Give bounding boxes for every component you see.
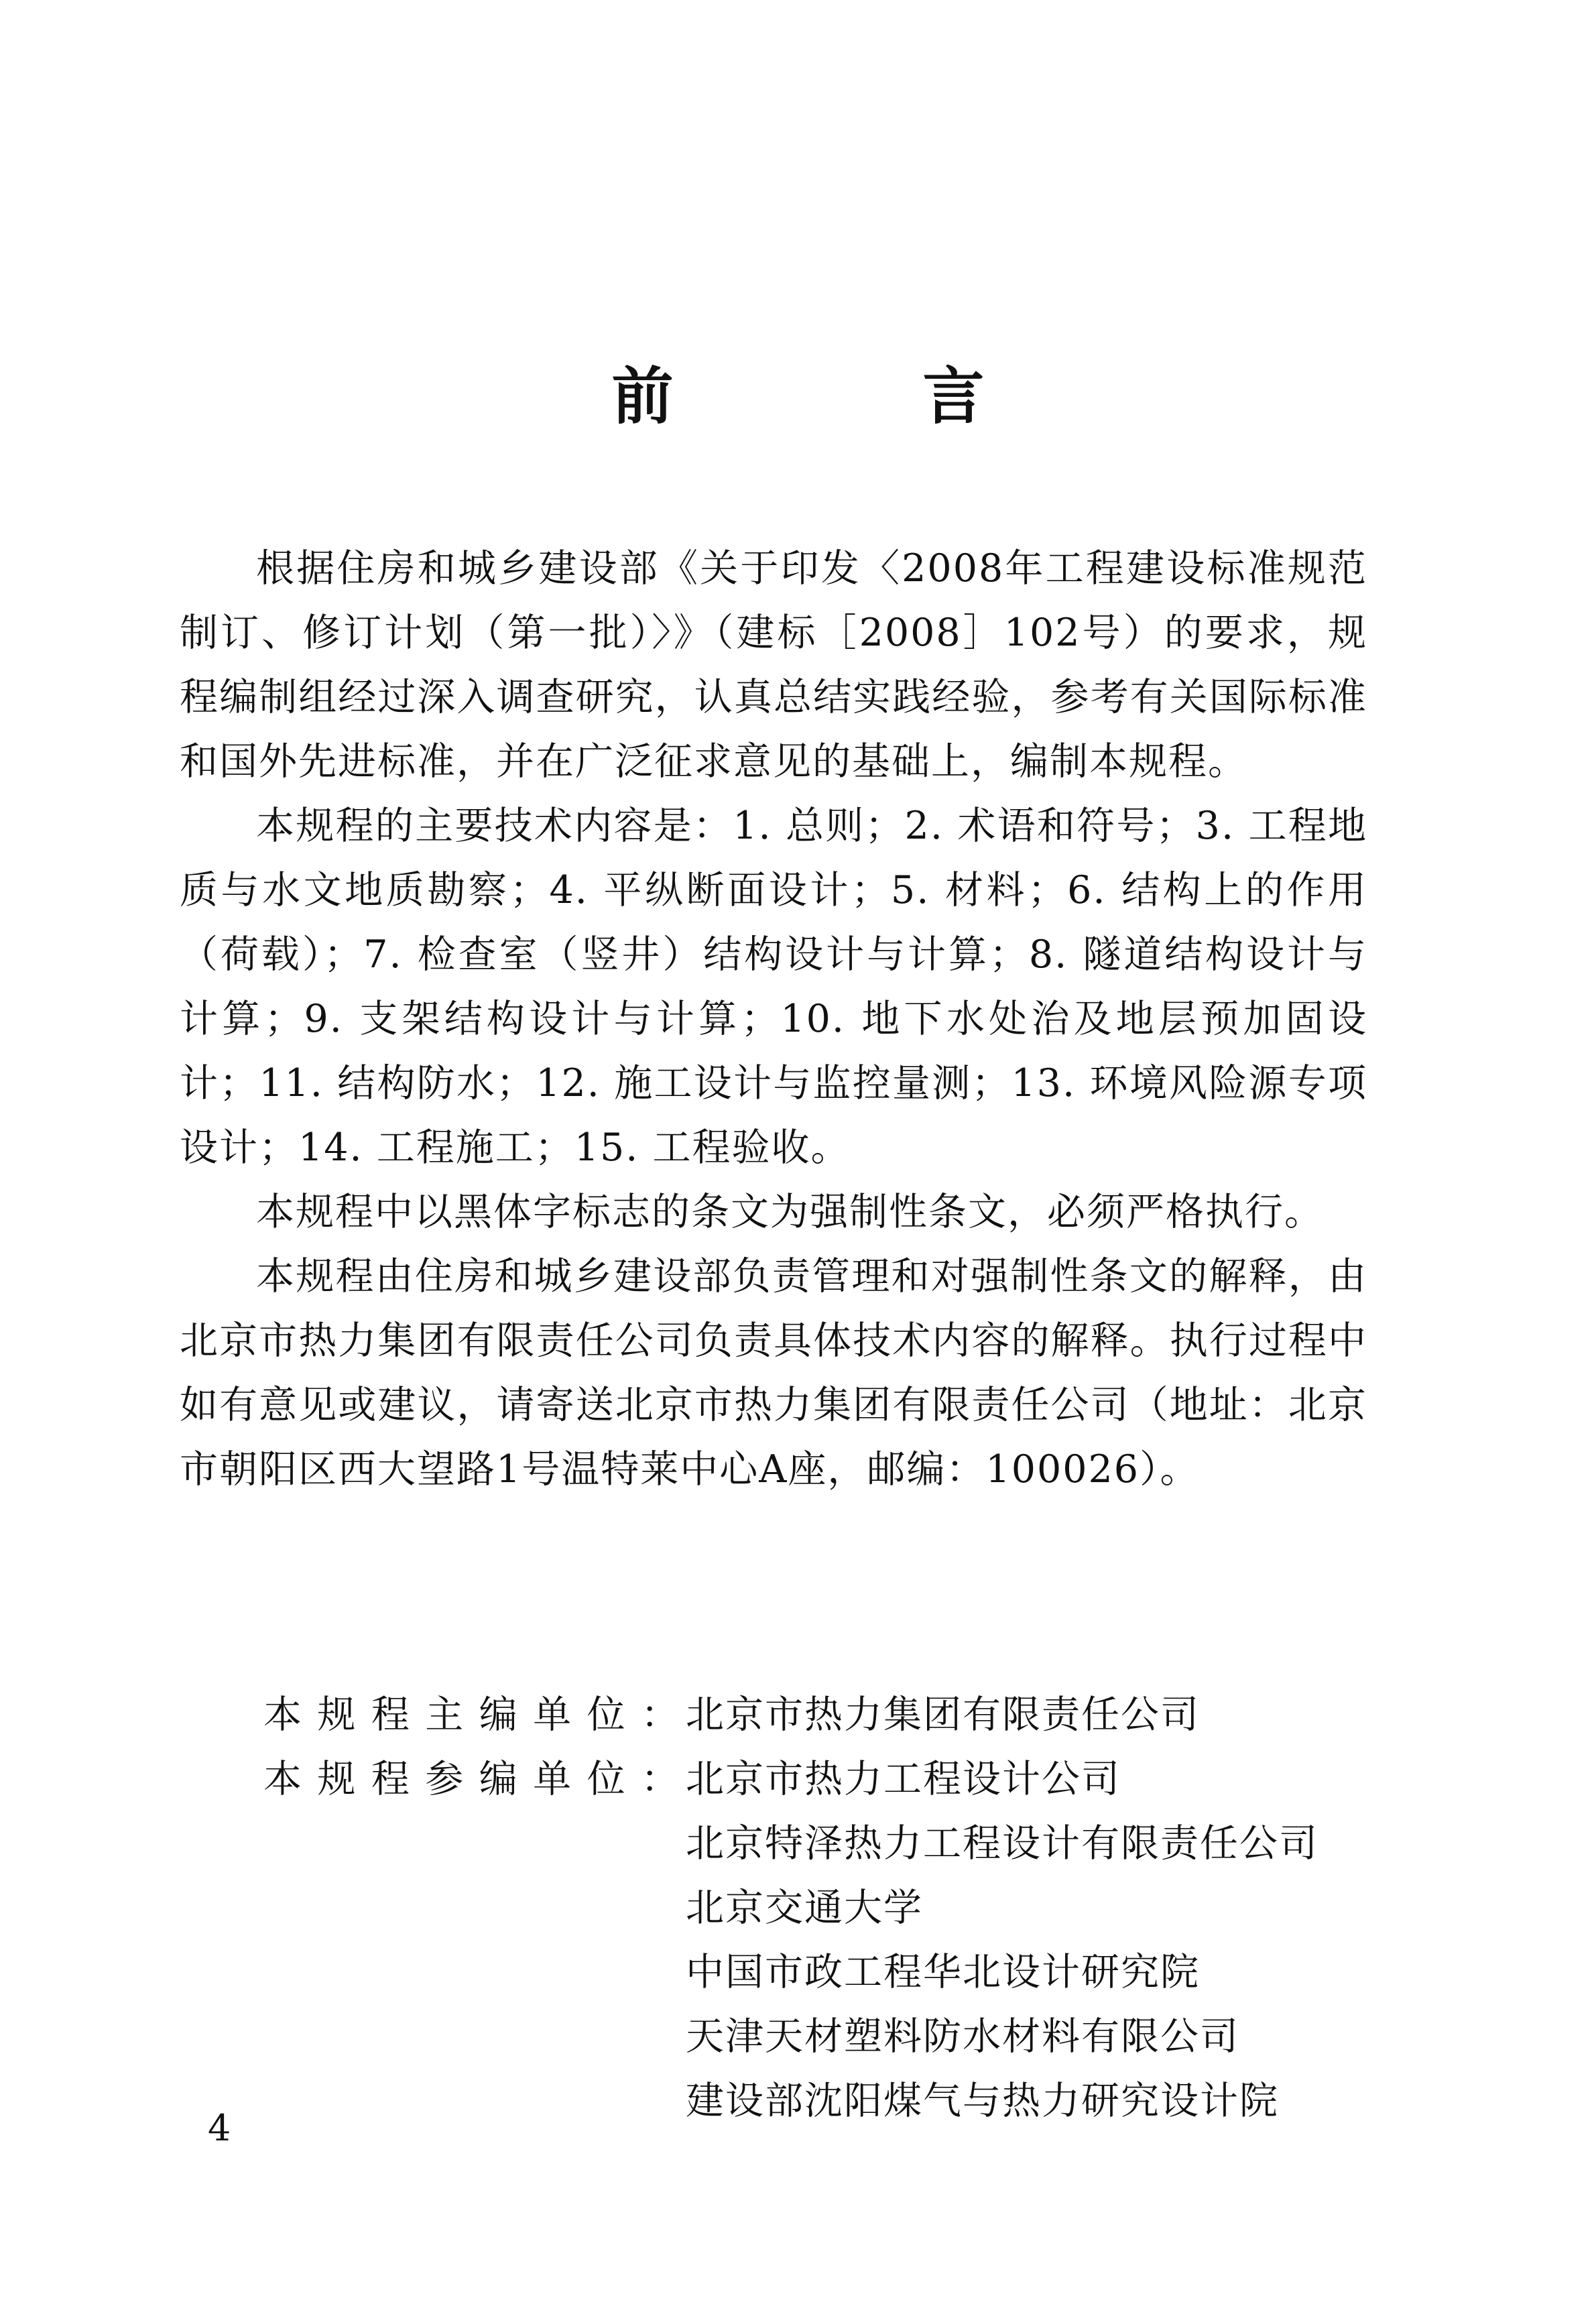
participating-unit-name: 天津天材塑料防水材料有限公司 <box>686 2014 1239 2059</box>
participating-unit-name: 北京市热力工程设计公司 <box>686 1757 1121 1801</box>
paragraph-basis: 根据住房和城乡建设部《关于印发〈2008年工程建设标准规范制订、修订计划（第一批）〉》（建标［2008］102号）的要求，规程编制组经过深入调查研究，认真总结实践经验，参考有关国际标准和国外先进标准，并在广泛征求意见的基础上，编制本规程。 <box>180 546 1367 784</box>
participating-unit-name: 中国市政工程华北设计研究院 <box>686 1950 1200 1994</box>
participating-unit-name: 北京交通大学 <box>686 1886 923 1930</box>
paragraph-mandatory-provisions: 本规程中以黑体字标志的条文为强制性条文，必须严格执行。 <box>256 1190 1324 1234</box>
participating-unit-names <box>686 1747 1367 2133</box>
participating-units-label: 本规程参编单位： <box>263 1757 679 1801</box>
chief-unit-name: 北京市热力集团有限责任公司 <box>686 1693 1200 1737</box>
participating-unit-name: 建设部沈阳煤气与热力研究设计院 <box>686 2079 1279 2123</box>
paragraph-management: 本规程由住房和城乡建设部负责管理和对强制性条文的解释，由北京市热力集团有限责任公司负责具体技术内容的解释。执行过程中如有意见或建议，请寄送北京市热力集团有限责任公司（地址：北京市朝阳区西大望路1号温特莱中心A座，邮编：100026）。 <box>180 1254 1367 1492</box>
page-title: 前 言 <box>611 360 1099 432</box>
participating-unit-name: 北京特泽热力工程设计有限责任公司 <box>686 1821 1318 1866</box>
participating-units-row <box>263 1747 1367 2133</box>
chief-unit-label: 本规程主编单位： <box>263 1693 679 1737</box>
chief-unit-row <box>263 1683 1367 1747</box>
page-number: 4 <box>208 2107 231 2149</box>
paragraph-technical-content: 本规程的主要技术内容是：1. 总则；2. 术语和符号；3. 工程地质与水文地质勘察；4. 平纵断面设计；5. 材料；6. 结构上的作用（荷载）；7. 检查室（竖井）结构设计与计算；8. 隧道结构设计与计算；9. 支架结构设计与计算；10. 地下水处治及地层预加固设计；11. 结构防水；12. 施工设计与监控量测；13. 环境风险源专项设计；14. 工程施工；15. 工程验收。 <box>180 804 1367 1170</box>
editing-units <box>263 1683 1367 2133</box>
foreword-body <box>180 536 1367 1502</box>
chief-unit-names <box>686 1683 1367 1747</box>
